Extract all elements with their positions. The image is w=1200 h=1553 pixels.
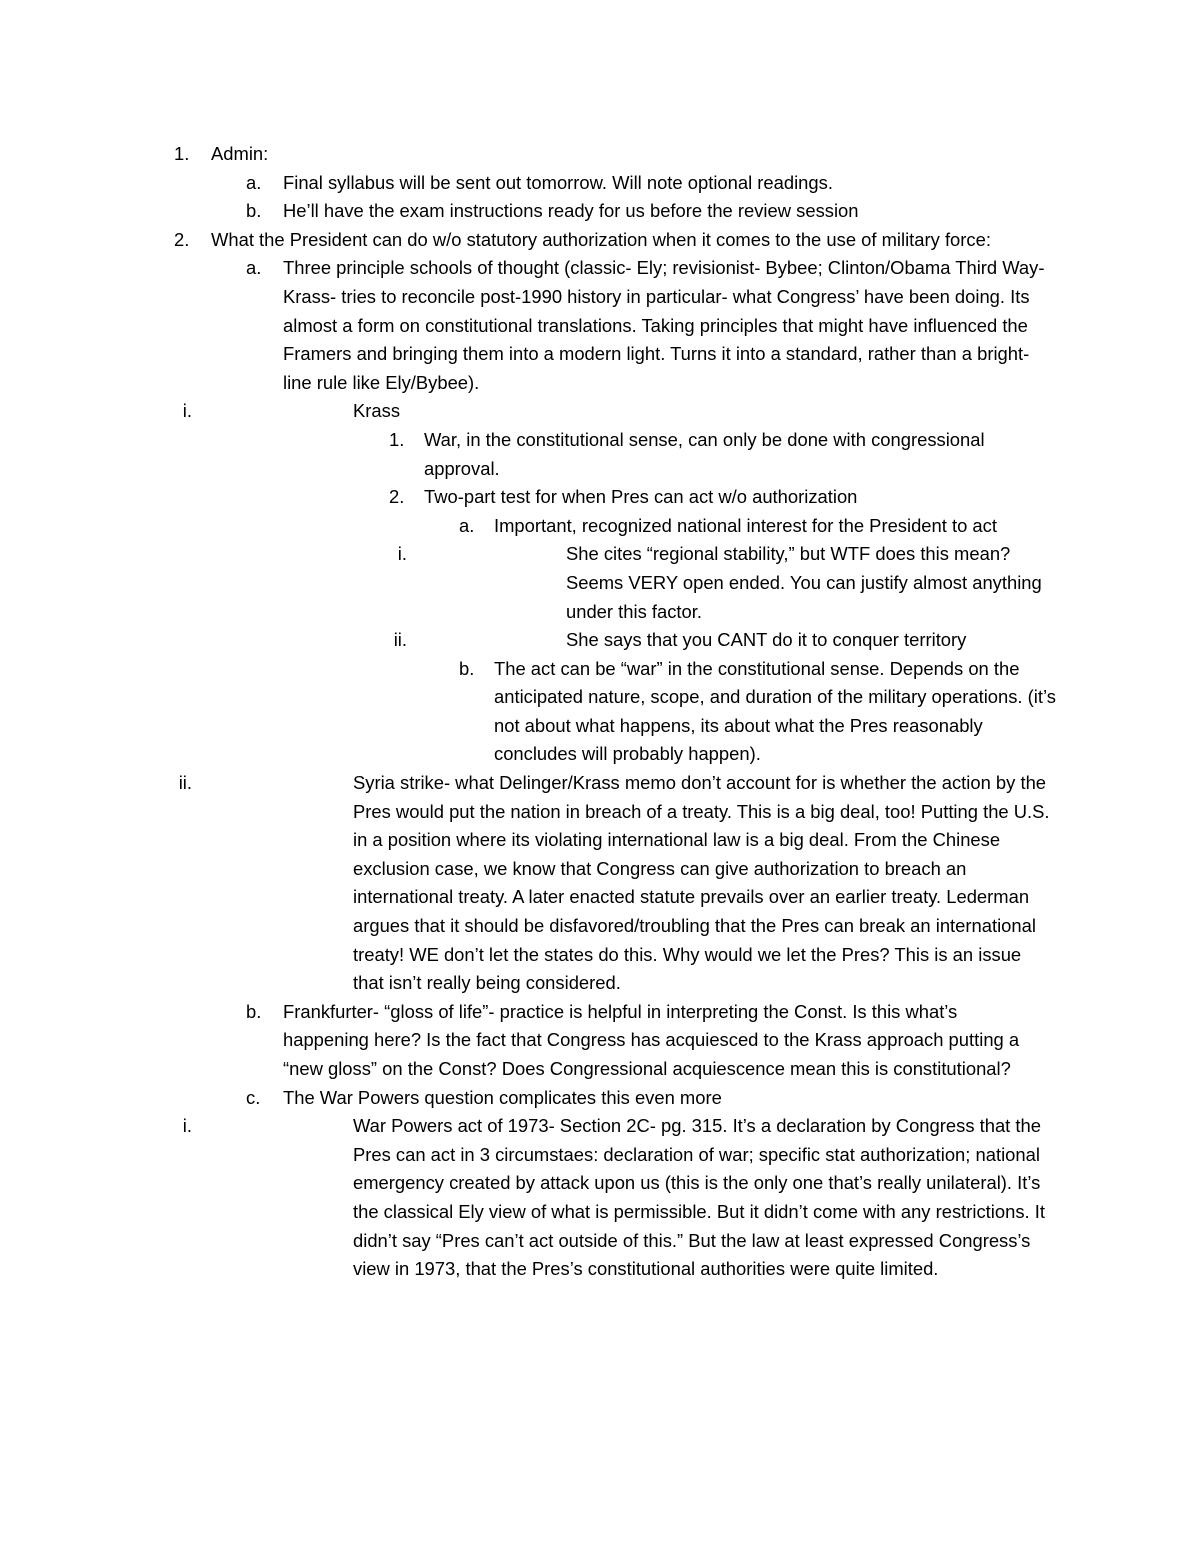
item-text: She cites “regional stability,” but WTF does this mean? Seems VERY open ended. You can justify almost anything under this factor. [566,543,1042,622]
item-marker: b. [246,200,262,222]
outline-item [0,426,1034,483]
outline-item [0,254,1048,397]
item-text: The War Powers question complicates this even more [283,1086,722,1108]
outline-item [0,626,1051,655]
item-text: What the President can do w/o statutory authorization when it comes to the use of military force: [211,228,991,250]
outline-list [0,140,1200,1284]
item-marker: ii. [178,772,192,794]
outline-item [0,197,1048,226]
outline-item [0,998,1048,1084]
item-text: She says that you CANT do it to conquer territory [566,629,967,651]
outline-item [0,1112,1050,1284]
item-marker: i. [397,543,407,565]
item-marker: i. [182,400,192,422]
outline-item [0,140,1038,169]
item-text: Final syllabus will be sent out tomorrow. Will note optional readings. [283,171,833,193]
outline-item [0,226,1038,255]
item-text: He’ll have the exam instructions ready for us before the review session [283,200,859,222]
item-marker: 1. [389,428,405,450]
item-text: Important, recognized national interest for the President to act [494,514,997,536]
item-text: The act can be “war” in the constitutional sense. Depends on the anticipated nature, scope, and duration of the military operations. (it’s not about what happens, its about what the Pres reasonably concludes will probably happen). [494,657,1056,765]
outline-item [0,540,1051,626]
item-marker: 2. [389,486,405,508]
item-text: Frankfurter- “gloss of life”- practice is helpful in interpreting the Const. Is this what’s happening here? Is the fact that Congress has acquiesced to the Krass approach putting a “new gloss” on the Const? Does Congressional acquiescence mean this is constitutional? [283,1000,1020,1079]
item-text: Three principle schools of thought (classic- Ely; revisionist- Bybee; Clinton/Obama Third Way- Krass- tries to reconcile post-1990 history in particular- what Congress’ have been doing. Its almost a form on constitutional translations. Taking principles that might have influenced the Framers and bringing them into a modern light. Turns it into a standard, rather than a bright-line rule like Ely/Bybee). [283,257,1045,393]
item-marker: a. [246,257,262,279]
outline-item [0,1084,1048,1113]
item-text: War Powers act of 1973- Section 2C- pg. 315. It’s a declaration by Congress that the Pres can act in 3 circumstaes: declaration of war; specific stat authorization; national emergency created by attack upon us (this is the only one that’s really unilateral). It’s the classical Ely view of what is permissible. But it didn’t come with any restrictions. It didn’t say “Pres can’t act outside of this.” But the law at least expressed Congress’s view in 1973, that the Pres’s constitutional authorities were quite limited. [353,1115,1045,1280]
outline-item [0,397,1050,426]
item-text: Krass [353,400,401,422]
item-text: Syria strike- what Delinger/Krass memo don’t account for is whether the action by the Pres would put the nation in breach of a treaty. This is a big deal, too! Putting the U.S. in a position where its violating international law is a big deal. From the Chinese exclusion case, we know that Congress can give authorization to breach an international treaty. A later enacted statute prevails over an earlier treaty. Lederman argues that it should be disfavored/troubling that the Pres can break an international treaty! WE don’t let the states do this. Why would we let the Pres? This is an issue that isn’t really being considered. [353,772,1050,994]
item-marker: ii. [393,629,407,651]
outline-item [0,655,1059,769]
item-marker: 1. [174,143,190,164]
item-marker: i. [182,1115,192,1137]
item-marker: a. [246,171,262,193]
outline-item [0,512,1059,541]
item-marker: 2. [174,228,190,250]
item-marker: b. [459,657,475,679]
outline-item [0,769,1050,998]
item-marker: b. [246,1000,262,1022]
outline-item [0,483,1034,512]
item-text: Two-part test for when Pres can act w/o authorization [424,486,858,508]
item-marker: a. [459,514,475,536]
item-text: War, in the constitutional sense, can only be done with congressional approval. [424,428,985,479]
item-marker: c. [246,1086,261,1108]
outline-item [0,169,1048,198]
item-text: Admin: [211,143,269,164]
